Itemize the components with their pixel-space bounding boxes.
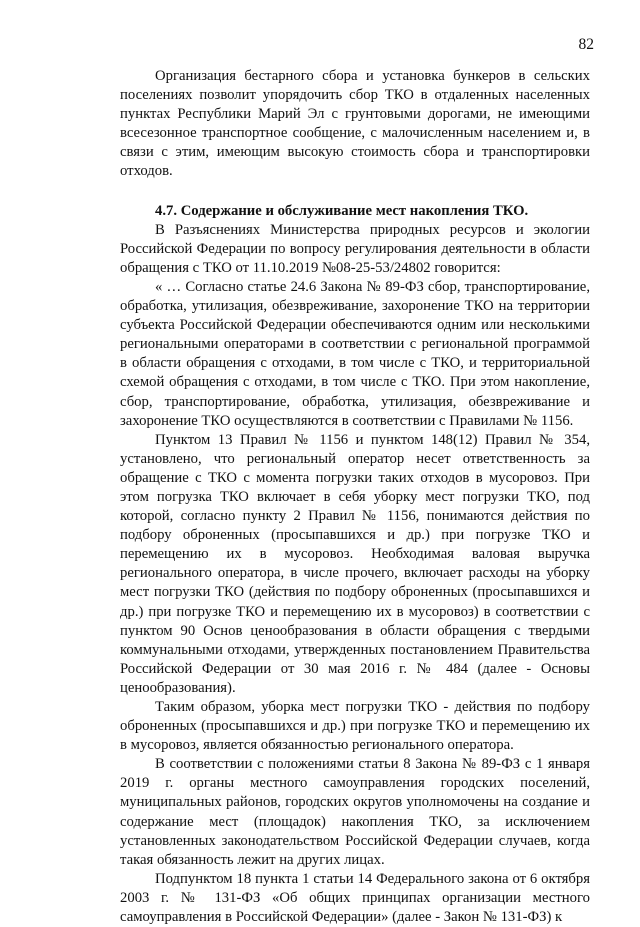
- paragraph-article-8: В соответствии с положениями статьи 8 Закона № 89-ФЗ с 1 января 2019 г. органы местного самоуправления городских поселений, муниципальных районов, городских округов уполномочены на создание и содержание мест (площадок) накопления ТКО, за исключением установленных законодательством Российской Федерации случаев, когда такая обязанность лежит на других лицах.: [120, 756, 590, 868]
- paragraph-quote-article-24-6: « … Согласно статье 24.6 Закона № 89-ФЗ сбор, транспортирование, обработка, утилизация, обезвреживание, захоронение ТКО на территории субъекта Российской Федерации обеспечиваются одним или несколькими региональными операторами в соответствии с региональной программой в области обращения с отходами, в том числе с ТКО, и территориальной схемой обращения с отходами, в том числе с ТКО. При этом накопление, сбор, транспортирование, обработка, утилизация, обезвреживание и захоронение ТКО осуществляются в соответствии с Правилами № 1156.: [120, 278, 590, 429]
- document-body: [120, 67, 590, 927]
- section-heading: 4.7. Содержание и обслуживание мест накопления ТКО.: [155, 202, 529, 219]
- paragraph-article-14: Подпунктом 18 пункта 1 статьи 14 Федерального закона от 6 октября 2003 г. № 131-ФЗ «Об общих принципах организации местного самоуправления в Российской Федерации» (далее - Закон № 131-ФЗ) к: [120, 870, 590, 926]
- paragraph-intro: Организация бестарного сбора и установка бункеров в сельских поселениях позволит упорядочить сбор ТКО в отдаленных населенных пунктах Республики Марий Эл с грунтовыми дорогами, не имеющими всесезонное транспортное сообщение, с малочисленным населением и, в связи с этим, имеющим высокую стоимость сбора и транспортировки отходов.: [120, 68, 590, 180]
- paragraph-conclusion: Таким образом, уборка мест погрузки ТКО - действия по подбору оброненных (просыпавшихся и др.) при погрузке ТКО и перемещению их в мусоровоз, является обязанностью регионального оператора.: [120, 699, 590, 754]
- paragraph-rules-1156: Пунктом 13 Правил № 1156 и пунктом 148(12) Правил № 354, установлено, что региональный оператор несет ответственность за обращение с ТКО с момента погрузки таких отходов в мусоровоз. При этом погрузка ТКО включает в себя уборку мест погрузки ТКО, под которой, согласно пункту 2 Правил № 1156, понимаются действия по подбору оброненных (просыпавшихся и др.) при погрузке ТКО и перемещению их в мусоровоз. Необходимая валовая выручка регионального оператора, в числе прочего, включает расходы на уборку мест погрузки ТКО (действия по подбору оброненных (просыпавшихся и др.) при погрузке ТКО и перемещению их в мусоровоз) в соответствии с пунктом 90 Основ ценообразования в области обращения с твердыми коммунальными отходами, утвержденных постановлением Правительства Российской Федерации от 30 мая 2016 г. № 484 (далее - Основы ценообразования).: [120, 431, 590, 696]
- paragraph-ministry-clarification: В Разъяснениях Министерства природных ресурсов и экологии Российской Федерации по вопросу регулирования деятельности в области обращения с ТКО от 11.10.2019 №08-25-53/24802 говорится:: [120, 221, 590, 276]
- page-number: 82: [578, 36, 594, 53]
